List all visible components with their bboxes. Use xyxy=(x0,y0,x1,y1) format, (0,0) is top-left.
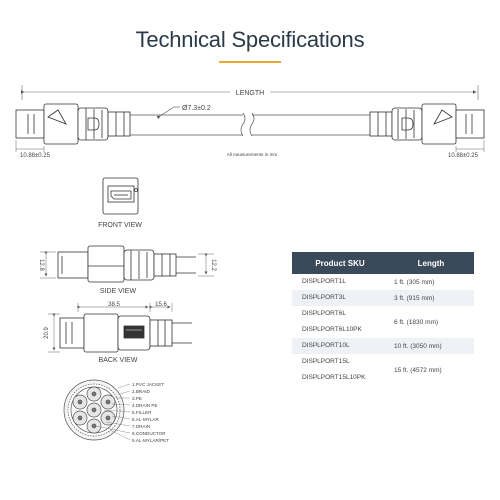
back-view-drawing xyxy=(60,314,192,352)
side-view-label: SIDE VIEW xyxy=(99,288,137,295)
front-view-drawing xyxy=(103,178,138,214)
table-cell-sku xyxy=(292,354,388,386)
product-sku-table xyxy=(292,252,474,386)
cross-section-label-2: 2.BRAID xyxy=(132,389,150,394)
right-connector xyxy=(370,104,484,144)
table-row xyxy=(292,306,474,338)
table-row xyxy=(292,290,474,306)
back-view-label: BACK VIEW xyxy=(98,357,138,364)
page-title: Technical Specifications xyxy=(135,27,365,52)
sku-text: DISPLPORT10L xyxy=(302,342,350,349)
table-cell-sku xyxy=(292,274,388,290)
table-row xyxy=(292,354,474,386)
table-cell-length: 15 ft. (4572 mm) xyxy=(388,354,474,386)
back-dim-cable: 15.6 xyxy=(155,302,167,308)
table-header-length: Length xyxy=(388,252,474,274)
back-dim-width: 38.5 xyxy=(108,302,120,308)
connector-depth-dims xyxy=(16,140,484,152)
sku-text: DISPLPORT6L10PK xyxy=(302,326,362,333)
left-dim: 10.88±0.25 xyxy=(20,153,50,159)
sku-text: DISPLPORT15L xyxy=(302,358,350,365)
right-dim: 10.88±0.25 xyxy=(448,153,478,159)
cross-section-label-6: 6.AL-MYLAR xyxy=(132,417,159,422)
diameter-label: Ø7.3±0.2 xyxy=(182,105,211,112)
front-view-label: FRONT VIEW xyxy=(98,222,142,229)
table-cell-length: 3 ft. (915 mm) xyxy=(388,290,474,306)
cross-section-drawing xyxy=(64,380,124,440)
cross-section-label-5: 5.FILLER xyxy=(132,410,152,415)
table-header-row xyxy=(292,252,474,274)
cross-section-label-4: 4.DRAIN PE xyxy=(132,403,158,408)
side-dim-left: 12.8 xyxy=(38,259,44,271)
back-dim-height: 20.9 xyxy=(44,327,50,339)
table-cell-sku xyxy=(292,306,388,338)
side-view-drawing xyxy=(58,246,196,282)
table-cell-length: 10 ft. (3050 mm) xyxy=(388,338,474,354)
table-cell-sku xyxy=(292,290,388,306)
sku-text: DISPLPORT15L10PK xyxy=(302,374,366,381)
sku-text: DISPLPORT3L xyxy=(302,294,346,301)
cross-section-label-7: 7.DRAIN xyxy=(132,424,151,429)
cable-body xyxy=(130,113,370,136)
cross-section-label-9: 9.AL-MYLAR/PET xyxy=(132,438,170,443)
measurement-note: All measurements in mm xyxy=(226,152,278,157)
left-connector xyxy=(16,104,130,144)
cross-section-label-8: 8.CONDUCTOR xyxy=(132,431,166,436)
table-row xyxy=(292,338,474,354)
cross-section-label-3: 3.PE xyxy=(132,396,142,401)
table-cell-length: 6 ft. (1830 mm) xyxy=(388,306,474,338)
table-cell-length: 1 ft. (305 mm) xyxy=(388,274,474,290)
table-header-sku: Product SKU xyxy=(292,252,388,274)
sku-text: DISPLPORT6L xyxy=(302,310,346,317)
sku-text: DISPLPORT1L xyxy=(302,278,346,285)
cross-section-label-1: 1.PVC JACKET xyxy=(132,382,165,387)
table-row xyxy=(292,274,474,290)
side-dim-right: 12.2 xyxy=(210,259,216,271)
length-label: LENGTH xyxy=(235,90,265,97)
table-cell-sku xyxy=(292,338,388,354)
